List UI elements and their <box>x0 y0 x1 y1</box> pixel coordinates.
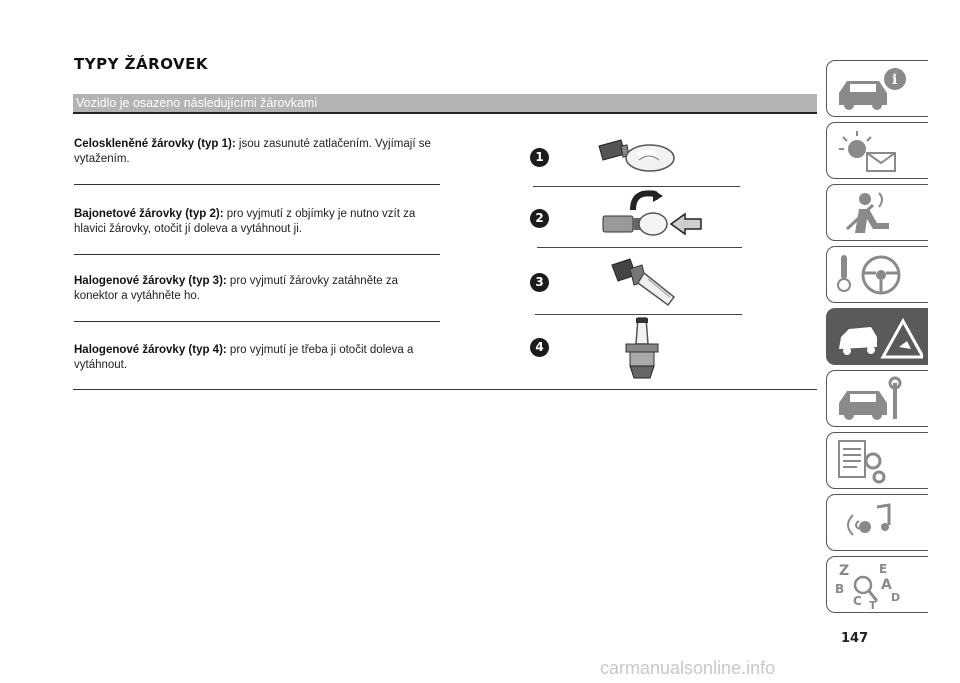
steering-key-icon <box>833 251 923 299</box>
svg-text:i: i <box>892 72 898 88</box>
badge-4: 4 <box>530 338 549 357</box>
index-letter-e: E <box>879 562 888 576</box>
entry-term: Celoskleněné žárovky (typ 1): <box>74 138 236 150</box>
entry-text: pro vyjmutí žárovky zatáhněte za konektor a vytáhněte ho. <box>74 275 399 302</box>
tab-maintenance[interactable] <box>826 370 928 427</box>
page-number: 147 <box>841 631 869 646</box>
illustration-divider <box>537 247 742 248</box>
page-title: TYPY ŽÁROVEK <box>74 55 209 73</box>
bulb-type-3-illustration <box>608 255 688 309</box>
tab-technical-data[interactable] <box>826 432 928 489</box>
index-letter-b: B <box>835 582 845 596</box>
entry-type-3 <box>74 274 442 304</box>
divider <box>74 184 440 185</box>
entry-text: pro vyjmutí z objímky je nutno vzít za hlavici žárovky, otočit jí doleva a vytáhnout ji. <box>74 208 416 235</box>
tab-car-info[interactable] <box>826 60 928 117</box>
badge-3: 3 <box>530 273 549 292</box>
index-letter-c: C <box>853 594 862 608</box>
bulb-type-1-illustration <box>595 136 685 182</box>
seat-airbag-icon <box>833 189 923 237</box>
tab-safety[interactable] <box>826 184 928 241</box>
tab-starting-driving[interactable] <box>826 246 928 303</box>
alphabetical-index-icon <box>833 561 923 611</box>
index-letter-t: T <box>869 599 877 611</box>
entry-term: Halogenové žárovky (typ 4): <box>74 344 227 356</box>
divider <box>74 321 440 322</box>
emergency-icon <box>833 313 923 361</box>
tab-emergency[interactable] <box>826 308 928 365</box>
multimedia-icon <box>833 499 923 547</box>
banner-text: Vozidlo je osazeno následujícími žárovkami <box>76 96 318 110</box>
tab-multimedia[interactable] <box>826 494 928 551</box>
car-info-icon <box>833 65 923 113</box>
tab-warning-lights[interactable] <box>826 122 928 179</box>
entry-type-1 <box>74 137 442 167</box>
tab-index[interactable] <box>826 556 928 613</box>
bulb-type-2-illustration <box>597 188 707 244</box>
badge-2: 2 <box>530 209 549 228</box>
bulb-type-4-illustration <box>620 316 664 382</box>
entry-type-4 <box>74 343 442 373</box>
illustration-divider <box>535 314 742 315</box>
illustration-divider <box>533 186 740 187</box>
technical-data-icon <box>833 437 923 485</box>
bottom-rule <box>73 389 817 390</box>
watermark: carmanualsonline.info <box>600 658 776 678</box>
entry-term: Bajonetové žárovky (typ 2): <box>74 208 224 220</box>
index-letter-d: D <box>891 591 901 604</box>
car-maintenance-icon <box>833 375 923 423</box>
entry-text: jsou zasunuté zatlačením. Vyjímají se vytažením. <box>74 138 431 165</box>
index-letter-a: A <box>881 577 892 593</box>
warning-lights-icon <box>833 127 923 175</box>
entry-term: Halogenové žárovky (typ 3): <box>74 275 227 287</box>
index-letter-z: Z <box>839 563 850 579</box>
section-banner <box>73 94 817 114</box>
entry-text: pro vyjmutí je třeba ji otočit doleva a vytáhnout. <box>74 344 414 371</box>
badge-1: 1 <box>530 148 549 167</box>
entry-type-2 <box>74 207 442 237</box>
divider <box>74 254 440 255</box>
